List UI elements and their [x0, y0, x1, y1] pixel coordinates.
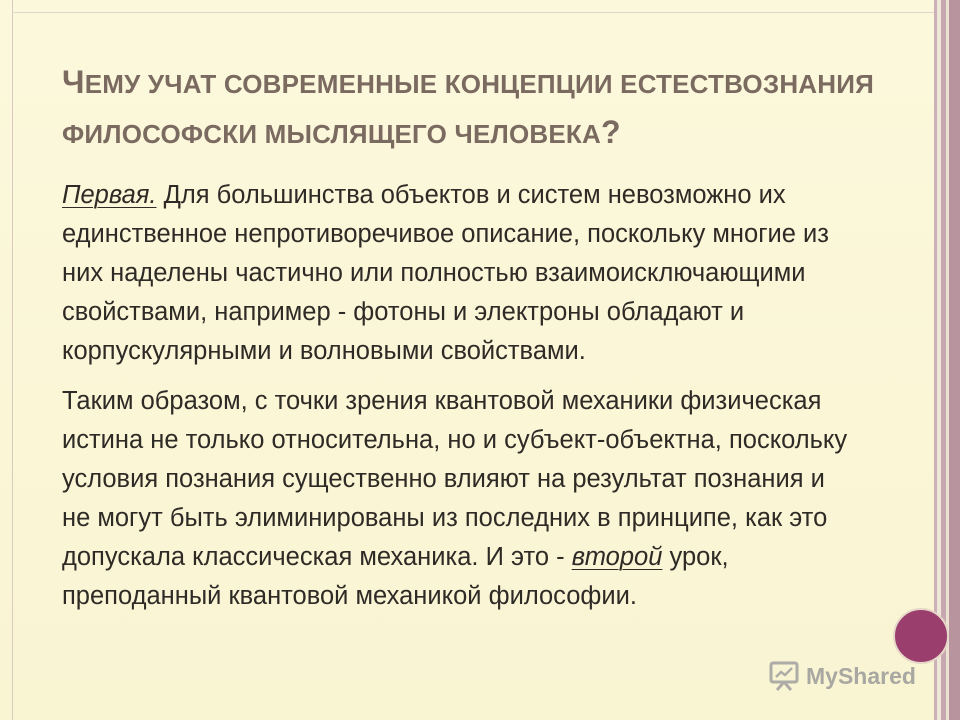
paragraph-2-text-after: урок, преподанный квантовой механикой философии. [62, 543, 729, 610]
title-line1: ЕМУ УЧАТ СОВРЕМЕННЫЕ КОНЦЕПЦИИ ЕСТЕСТВОЗНАНИЯ [84, 69, 875, 99]
watermark-text: MyShared [806, 662, 916, 689]
paragraph-2-emphasis: второй [571, 543, 663, 571]
title-question-mark: ? [600, 114, 621, 150]
slide-body [62, 176, 852, 627]
right-decorative-bar [934, 0, 960, 720]
title-line2: ФИЛОСОФСКИ МЫСЛЯЩЕГО ЧЕЛОВЕКА [62, 119, 601, 149]
paragraph-2 [62, 382, 852, 616]
paragraph-2-text-before: Таким образом, с точки зрения квантовой механики физическая истина не только относительна, но и субъект-объектна, поскольку условия познания существенно влияют на результат познания и не могут быть элиминированы из последних в принципе, как это допускала классическая механика. И это - [62, 387, 848, 571]
presentation-board-icon [768, 660, 802, 692]
watermark [768, 656, 916, 696]
slide-title [62, 58, 902, 158]
paragraph-1 [62, 176, 852, 371]
frame-top-line [12, 12, 960, 13]
paragraph-1-text: Для большинства объектов и систем невозможно их единственное непротиворечивое описание, поскольку многие из них наделены частично или полностью взаимоисключающими свойствами, например - фотоны и электроны обладают и корпускулярными и волновыми свойствами. [62, 181, 829, 365]
frame-left-line [12, 0, 13, 720]
paragraph-1-lead: Первая. [62, 181, 157, 209]
title-initial-cap: Ч [62, 64, 85, 100]
bar-stripe [949, 0, 960, 720]
